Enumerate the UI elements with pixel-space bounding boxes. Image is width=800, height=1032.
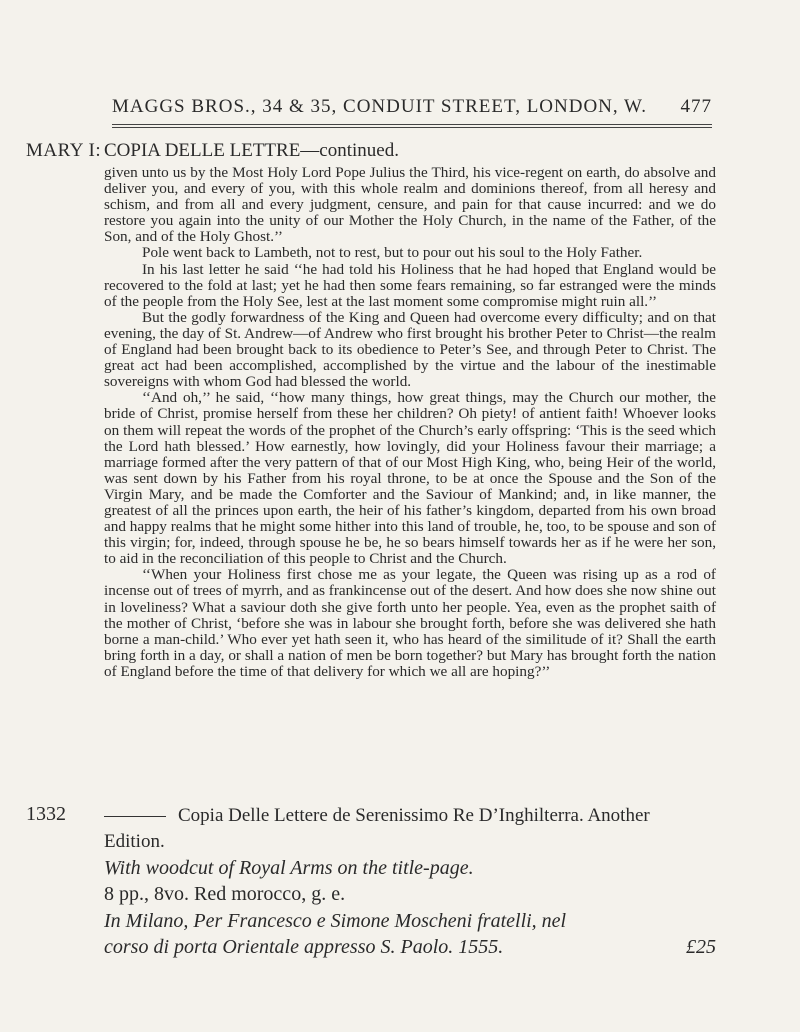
lot-number: 1332 xyxy=(26,803,66,825)
lot-title xyxy=(104,803,714,855)
paragraph: ‘‘When your Holiness first chose me as your legate, the Queen was rising up as a rod of incense out of trees of myrrh, and as frankincense out of the desert. And how does she now shine out in loveliness? What a saviour doth she give forth unto her people. Yea, even as the prophet saith of the mother of Christ, ‘before she was in labour she brought forth, before she was delivered she hath borne a man-child.’ Who ever yet hath seen it, who has heard of the similitude of it? Shall the earth bring forth in a day, or shall a nation of men be born together? but Mary has brought forth the nation of England before the time of that delivery for which we all are hoping?’’ xyxy=(104,566,716,680)
lot-edition: Another Edition. xyxy=(104,805,650,852)
lot-imprint-line: In Milano, Per Francesco e Simone Moscheni fratelli, nel xyxy=(104,910,567,932)
lot-imprint-text: corso di porta Orientale appresso S. Paolo. 1555. xyxy=(104,936,504,958)
lot-description-line: With woodcut of Royal Arms on the title-page. xyxy=(104,857,474,879)
body-text xyxy=(104,165,716,680)
paragraph: given unto us by the Most Holy Lord Pope Julius the Third, his vice-regent on earth, do absolve and deliver you, and every of you, with this whole realm and dominions thereof, from all heresy and schism, and from all and every judgment, censure, and pain for that cause incurred: and we do restore you again into the unity of our Mother the Holy Church, in the name of the Father, of the Son, and of the Holy Ghost.’’ xyxy=(104,164,716,246)
section-title xyxy=(104,140,399,162)
section-label: MARY I: xyxy=(26,140,102,161)
lot-price: £25 xyxy=(686,936,716,958)
paragraph: But the godly forwardness of the King and Queen had overcome every difficulty; and on that evening, the day of St. Andrew—of Andrew who first brought his brother Peter to Christ—the realm of England had been brought back to its obedience to Peter’s See, and through Peter to Christ. The great act had been accomplished, accomplished by the virtue and the labour of the inestimable sovereigns with whom God had blessed the world. xyxy=(104,308,716,391)
lot-title-text: Copia Delle Lettere de Serenissimo Re D’Inghilterra. xyxy=(178,805,584,826)
paragraph: ‘‘And oh,’’ he said, ‘‘how many things, how great things, may the Church our mother, the bride of Christ, promise herself from these her children? Oh piety! of antient faith! Whoever looks on them will repeat the words of the prophet of the Church’s early offspring: ‘This is the seed which the Lord hath blessed.’ How earnestly, how lovingly, did your Holiness favour their marriage; a marriage formed after the very pattern of that of our Most High King, who, being Heir of the world, was sent down by his Father from his royal throne, to be at once the Spouse and the Son of the Virgin Mary, and be made the Comforter and the Saviour of Mankind; and, in like manner, the greatest of all the princes upon earth, the heir of his father’s kingdom, departed from his own broad and happy realms that he might some hither into this land of trouble, he, too, to be spouse and son of this virgin; for, indeed, through spouse he be, he so bears himself towards her as if he were her son, to aid in the reconciliation of this people to Christ and the Church. xyxy=(104,389,716,568)
page-number: 477 xyxy=(680,96,712,117)
paragraph: In his last letter he said ‘‘he had told his Holiness that he had hoped that England would be recovered to the fold at last; yet he had then some fears remaining, so far estranged were the minds of the people from the Holy See, lest at the last moment some compromise might ruin all.’’ xyxy=(104,260,716,310)
lot-collation: 8 pp., 8vo. Red morocco, g. e. xyxy=(104,883,346,905)
section-title-text: COPIA DELLE LETTRE—continued. xyxy=(104,140,399,161)
lot-imprint-line xyxy=(104,936,716,959)
running-head-text: MAGGS BROS., 34 & 35, CONDUIT STREET, LONDON, W. xyxy=(112,96,647,117)
ditto-dash xyxy=(104,816,166,817)
header-rule xyxy=(112,124,712,128)
running-head xyxy=(112,96,712,118)
paragraph: Pole went back to Lambeth, not to rest, but to pour out his soul to the Holy Father. xyxy=(142,244,643,262)
